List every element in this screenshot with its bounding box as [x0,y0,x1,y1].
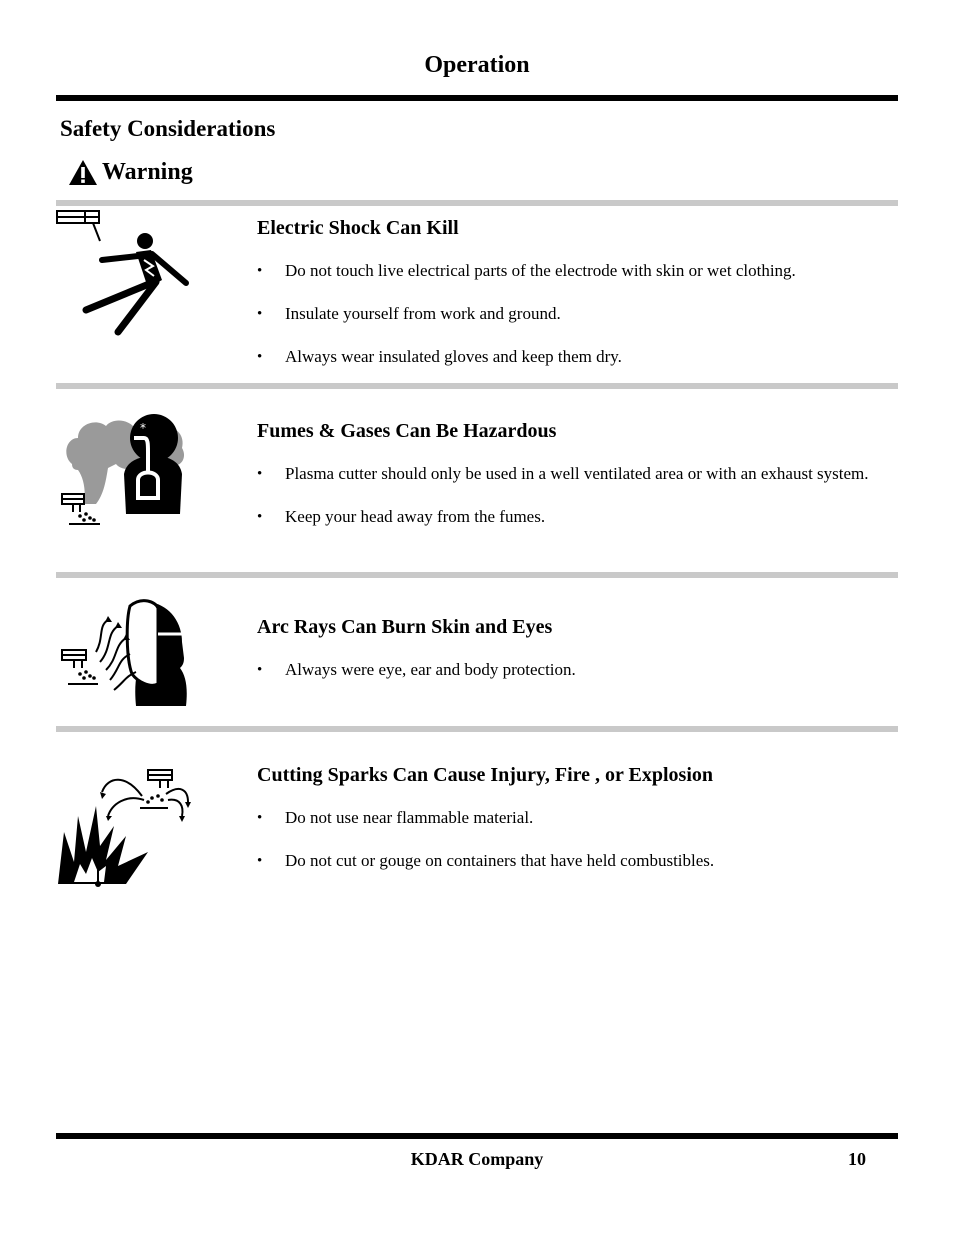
fumes-gases-icon [56,408,196,534]
hazard-title: Arc Rays Can Burn Skin and Eyes [257,616,553,638]
hazard-electric-shock [257,216,877,389]
arc-rays-icon [56,598,196,708]
hazard-sparks [257,763,877,893]
hazard-title: Fumes & Gases Can Be Hazardous [257,420,557,442]
bullet-list [257,463,877,528]
warning-triangle-icon [68,159,98,186]
bullet-list [257,659,877,681]
list-item: • Always were eye, ear and body protection. [257,659,877,681]
list-item: • Do not use near flammable material. [257,807,877,829]
header-rule [56,95,898,101]
list-item: • Do not touch live electrical parts of the electrode with skin or wet clothing. [257,260,877,282]
page-header-title: Operation [424,52,530,78]
bullet-list [257,807,877,872]
bullet-list [257,260,877,368]
page-number: 10 [848,1149,866,1169]
list-item: • Always wear insulated gloves and keep them dry. [257,346,877,368]
hazard-arc-rays [257,615,877,702]
list-item: • Keep your head away from the fumes. [257,506,877,528]
footer-rule [56,1133,898,1139]
svg-text:*: * [140,421,146,435]
footer-company: KDAR Company [410,1149,544,1169]
warning-heading [68,159,193,186]
divider-rule [56,726,898,732]
list-item: • Insulate yourself from work and ground. [257,303,877,325]
section-title: Safety Considerations [60,116,276,141]
list-item: • Do not cut or gouge on containers that have held combustibles. [257,850,877,872]
hazard-fumes [257,419,877,549]
warning-label: Warning [102,159,193,185]
divider-rule [56,572,898,578]
electric-shock-icon [56,208,196,338]
divider-rule [56,200,898,206]
divider-rule [56,383,898,389]
list-item: • Plasma cutter should only be used in a well ventilated area or with an exhaust system. [257,463,877,485]
hazard-title: Electric Shock Can Kill [257,217,459,239]
sparks-explosion-icon [56,766,196,890]
hazard-title: Cutting Sparks Can Cause Injury, Fire , or Explosion [257,764,714,786]
